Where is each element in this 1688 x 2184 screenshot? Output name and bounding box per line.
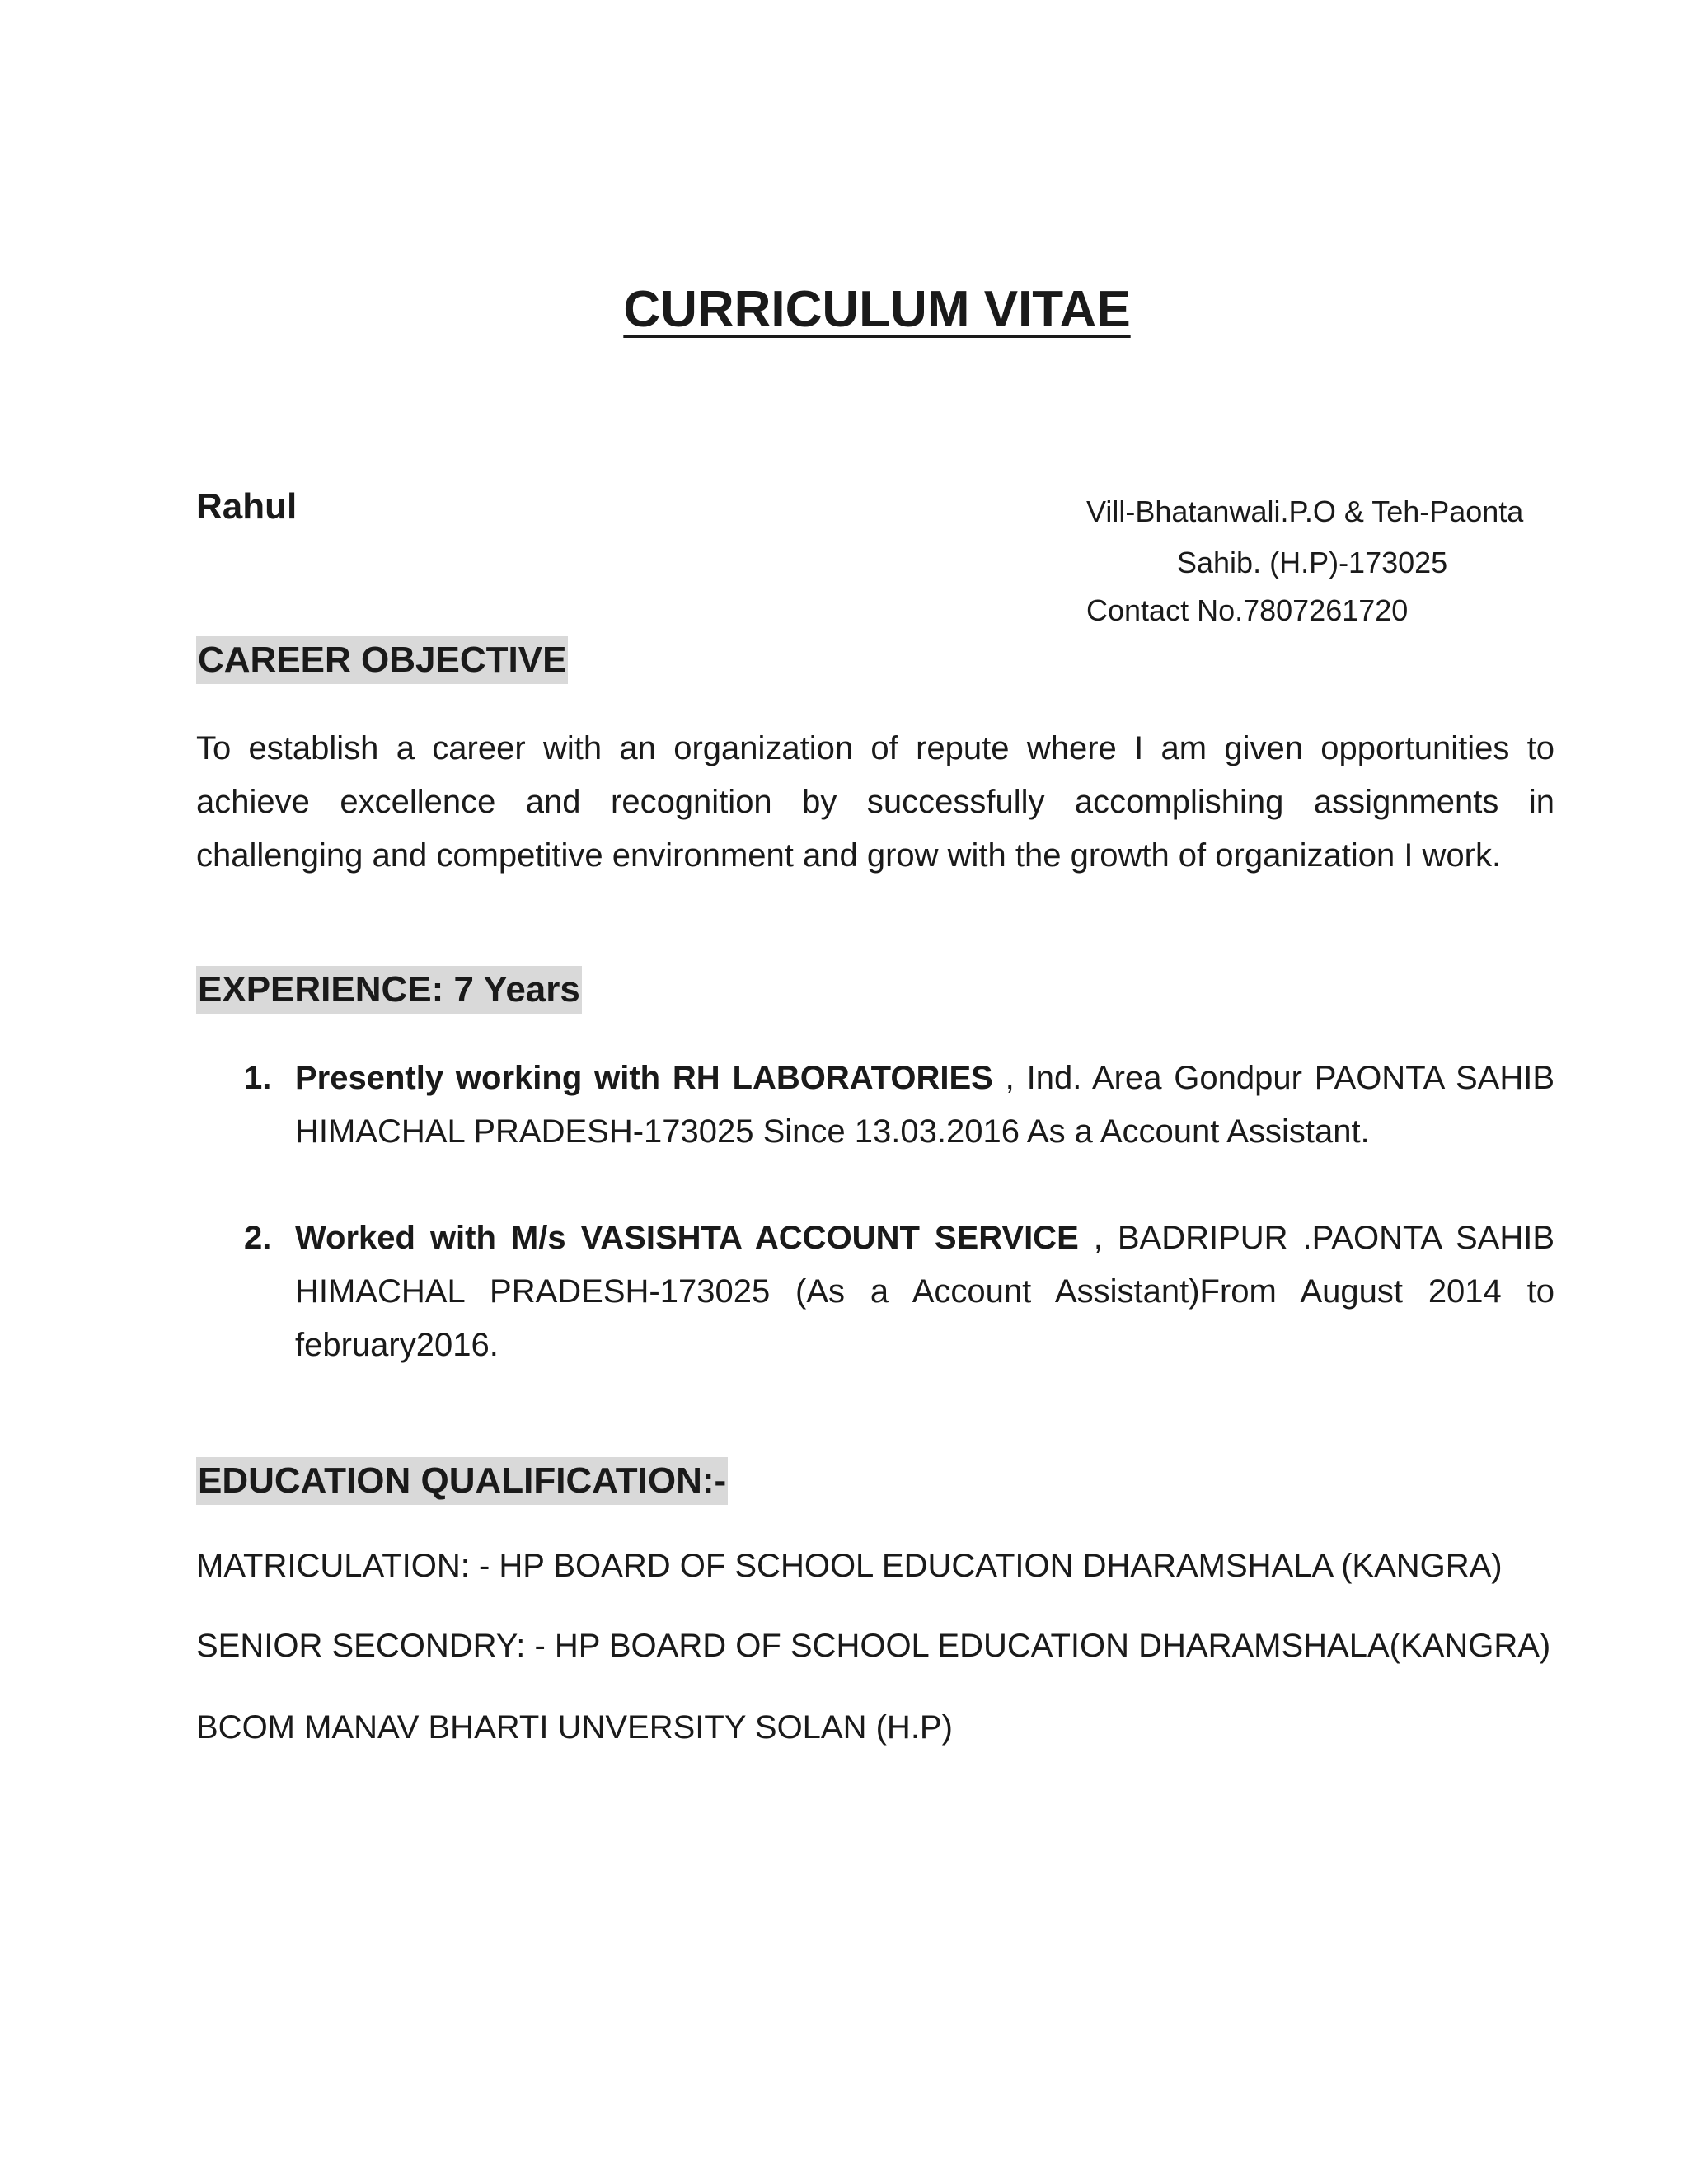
document-title: CURRICULUM VITAE bbox=[623, 281, 1131, 338]
address-line-2: Sahib. (H.P)-173025 bbox=[1177, 546, 1448, 579]
experience-item-text bbox=[295, 1052, 1554, 1159]
experience-item-details: , BADRIPUR .PAONTA SAHIB HIMACHAL PRADESH-173025 (As a Account Assistant)From August 2014 to february2016. bbox=[295, 1220, 1555, 1363]
candidate-name: Rahul bbox=[196, 486, 298, 527]
education-item-senior-secondary: SENIOR SECONDRY: - HP BOARD OF SCHOOL EDUCATION DHARAMSHALA(KANGRA) bbox=[196, 1628, 1551, 1664]
experience-item-text bbox=[295, 1212, 1554, 1372]
experience-item-details: , Ind. Area Gondpur PAONTA SAHIB HIMACHAL PRADESH-173025 Since 13.03.2016 As a Account Assistant. bbox=[295, 1060, 1555, 1150]
career-objective-text: To establish a career with an organization of repute where I am given opportunities to achieve excellence and recognition by successfully accomplishing assignments in challenging and competitive environment and grow with the growth of organization I work. bbox=[196, 730, 1554, 874]
education-heading: EDUCATION QUALIFICATION:- bbox=[196, 1457, 728, 1505]
contact-number: Contact No.7807261720 bbox=[1086, 593, 1409, 627]
education-item-matriculation: MATRICULATION: - HP BOARD OF SCHOOL EDUCATION DHARAMSHALA (KANGRA) bbox=[196, 1548, 1503, 1584]
address-line-1: Vill-Bhatanwali.P.O & Teh-Paonta bbox=[1086, 494, 1524, 528]
experience-item-employer: Worked with M/s VASISHTA ACCOUNT SERVICE bbox=[295, 1220, 1079, 1256]
education-item-bcom: BCOM MANAV BHARTI UNVERSITY SOLAN (H.P) bbox=[196, 1709, 953, 1746]
experience-item-number: 1. bbox=[244, 1060, 272, 1096]
experience-heading: EXPERIENCE: 7 Years bbox=[196, 966, 582, 1014]
career-objective-heading: CAREER OBJECTIVE bbox=[196, 636, 568, 684]
experience-item-employer: Presently working with RH LABORATORIES bbox=[295, 1060, 993, 1096]
experience-item-number: 2. bbox=[244, 1220, 272, 1256]
